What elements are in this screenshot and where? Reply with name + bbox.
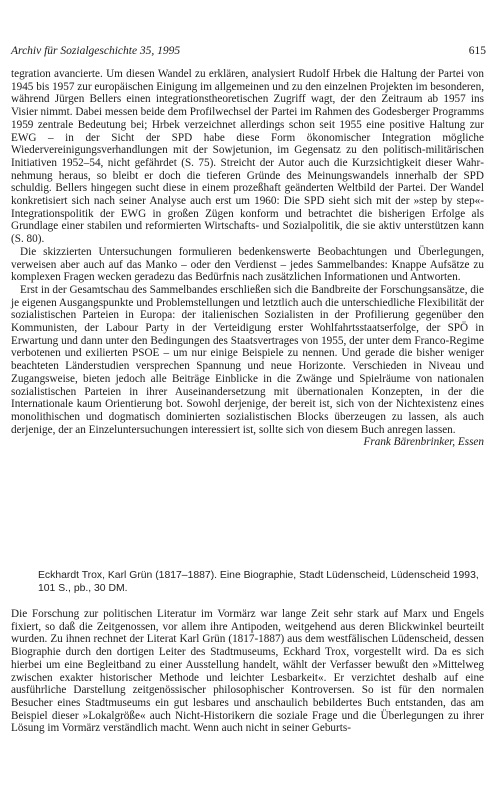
review-body-2 (11, 608, 484, 735)
reviewer-signature: Frank Bärenbrinker, Essen (363, 436, 484, 449)
journal-title: Archiv für Sozialgeschichte 35, 1995 (11, 45, 181, 57)
running-head (11, 45, 486, 61)
page-number: 615 (468, 45, 486, 57)
paragraph: tegration avancierte. Um diesen Wandel zu erklären, analysiert Rudolf Hrbek die Haltung der Partei von 1945 bis 1957 zur europäischen Einigung im allgemeinen und zu den einzelnen Projekten im besonderen, während Jürgen Bellers einen integrationstheoretischen Zugriff wagt, der den Zeitraum ab 1957 ins Visier nimmt. Dabei messen beide dem Profilwechsel der Partei im Rahmen des Godesberger Programms 1959 zentrale Bedeutung bei; Hrbek verzeichnet allerdings schon seit 1955 eine positive Haltung zur EWG – in der Sicht der SPD habe diese Form ökonomischer Integration mögliche Wiedervereinigungsverhandlungen mit der Sowjetunion, im Gegensatz zu den politisch-militärischen Initiativen 1952–54, nicht gefährdet (S. 75). Streicht der Autor auch die Kurzsichtigkeit dieser Wahrnehmung heraus, so bleibt er doch die tieferen Gründe des Meinungswandels innerhalb der SPD schuldig. Bellers hingegen sucht diese in einem prozeßhaft geänderten Weltbild der Partei. Der Wandel konkretisiert sich nach seiner Analyse auch erst um 1960: Die SPD sieht sich mit der »step by step«-Integrationspolitik der EWG in großen Zügen konform und betrachtet die bisherigen Erfolge als Grundlage einer stabilen und reformierten Wirtschafts- und Sozialpolitik, die sie aktiv unterstützen kann (S. 80). (11, 68, 484, 246)
review-body-1 (11, 68, 484, 449)
paragraph: Erst in der Gesamtschau des Sammelbandes erschließen sich die Bandbreite der Forschungsansätze, die je eigenen Ausgangspunkte und Problemstellungen und letztlich auch die unterschiedliche Flexibilität der sozialistischen Parteien in Europa: der italienischen Sozialisten in der Profilierung gegenüber den Kommunisten, der Labour Party in der Verteidigung erster Wohlfahrtsstaatserfolge, der SPÖ in Erwartung und dann unter den Bedingungen des Staatsvertrages von 1955, der unter dem Franco-Regime verbotenen und exilierten PSOE – um nur einige Beispiele zu nennen. Und gerade die bisher weniger beachteten Länderstudien versprechen Spannung und neue Horizonte. Verschieden in Niveau und Zugangsweise, bieten jedoch alle Beiträge Einblicke in die Zwänge und Spielräume von nationalen sozialistischen Parteien in ihrer Auseinandersetzung mit übernationalen Konzepten, in der die Internationale kaum Orientierung bot. Sowohl derjenige, der bereit ist, sich von der Nichtexistenz eines monolithischen und dogmatisch dominierten sozialistischen Blocks überzeugen zu lassen, als auch derjenige, der an Einzeluntersuchungen interessiert ist, sollte sich von diesem Buch anregen lassen. (11, 283, 484, 436)
paragraph: Die skizzierten Untersuchungen formulieren bedenkenswerte Beobachtungen und Überlegungen, verweisen aber auch auf das Manko – oder den Verdienst – jedes Sammelbandes: Knappe Aufsätze zu komplexen Fragen wecken geradezu das Bedürfnis nach zusätzlichen Informationen und Antworten. (11, 245, 484, 284)
paragraph: Die Forschung zur politischen Literatur im Vormärz war lange Zeit sehr stark auf Marx und Engels fixiert, so daß die Zeitgenossen, vor allem ihre Antipoden, weitgehend aus deren Blickwinkel beurteilt wurden. Zu ihnen rechnet der Literat Karl Grün (1817-1887) aus dem westfälischen Lüdenscheid, dessen Biographie durch den dortigen Leiter des Stadtmuseums, Eckhard Trox, vorgestellt wird. Da es sich hierbei um eine Begleitband zu einer Ausstellung handelt, wählt der Verfasser bewußt den »Mittelweg zwischen exakter historischer Methode und leichter Lesbarkeit«. Er verzichtet deshalb auf eine ausführliche Darstellung zeitgenössischer philosophischer Kontroversen. So ist für den normalen Besucher eines Stadtmuseums ein gut lesbares und anschaulich bebildertes Buch entstanden, das am Beispiel dieser »Lokalgröße« auch Nicht-Historikern die soziale Frage und die Überlegungen zu ihrer Lösung im Vormärz verständlich macht. Wenn auch nicht in seiner Geburts- (11, 608, 484, 735)
book-citation: Eckhardt Trox, Karl Grün (1817–1887). Eine Biographie, Stadt Lüdenscheid, Lüdenscheid 1993, 101 S., pb., 30 DM. (38, 570, 479, 595)
